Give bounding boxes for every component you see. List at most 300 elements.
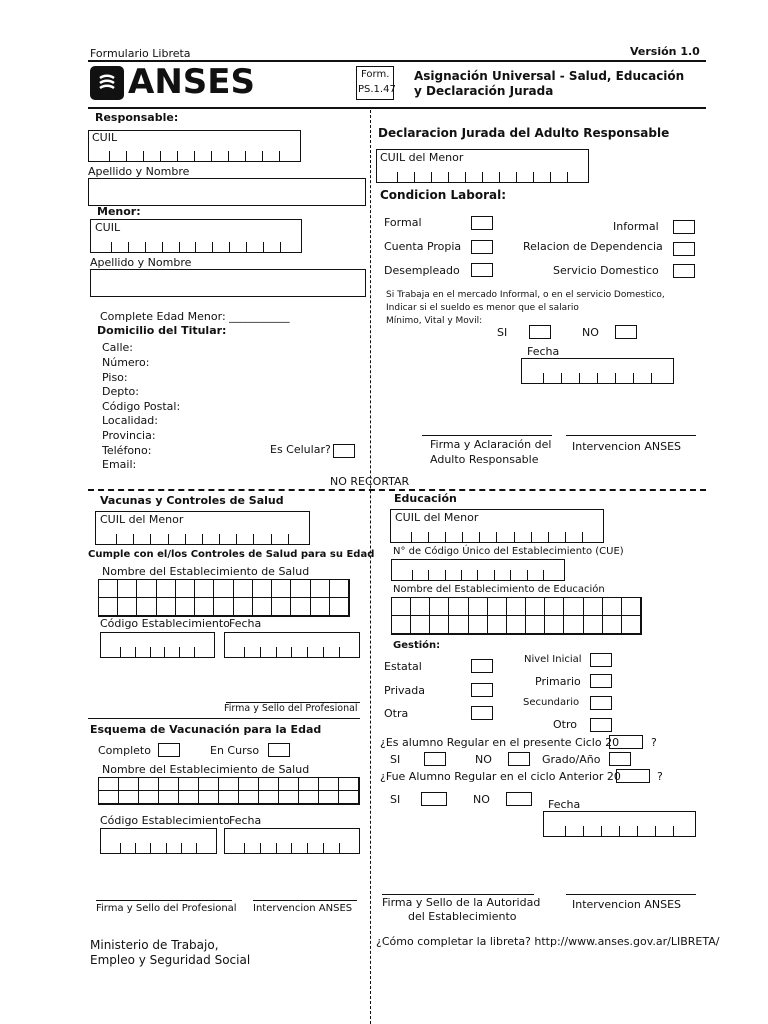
- cuil-digit-tick: [280, 242, 281, 252]
- desempleado-label: Desempleado: [384, 264, 460, 277]
- grid-cell[interactable]: [449, 598, 468, 616]
- brand-name: ANSES: [128, 62, 255, 102]
- cuil-digit-tick: [162, 242, 163, 252]
- cuenta-propia-checkbox[interactable]: [471, 240, 493, 254]
- cut-line-horizontal: [88, 489, 706, 491]
- nombre-est-grid[interactable]: [98, 777, 360, 805]
- edad-menor-field[interactable]: Complete Edad Menor: ___________: [100, 310, 290, 323]
- cuil-digit-tick: [194, 647, 195, 657]
- nivel-inicial-checkbox[interactable]: [590, 653, 612, 667]
- celular-label: Es Celular?: [270, 443, 331, 456]
- signature-line: [566, 894, 696, 895]
- signature-line: [422, 435, 552, 436]
- cuil-digit-tick: [236, 534, 237, 544]
- grid-cell[interactable]: [118, 598, 137, 616]
- cuil-digit-tick: [339, 647, 340, 657]
- grid-cell[interactable]: [239, 778, 259, 791]
- cuil-digit-tick: [411, 532, 412, 542]
- grid-cell[interactable]: [488, 598, 507, 616]
- grid-cell[interactable]: [214, 580, 233, 598]
- nombre-est-label: Nombre del Establecimiento de Salud: [102, 565, 310, 578]
- si-checkbox[interactable]: [421, 792, 447, 806]
- grid-cell[interactable]: [330, 598, 349, 616]
- primario-checkbox[interactable]: [590, 674, 612, 688]
- cuil-digit-tick: [244, 843, 245, 853]
- grid-cell[interactable]: [157, 598, 176, 616]
- intervencion-label: Intervencion ANSES: [253, 903, 353, 914]
- fecha-field[interactable]: [224, 632, 360, 658]
- grid-cell[interactable]: [526, 598, 545, 616]
- signature-line: [96, 900, 232, 901]
- signature-line: [566, 435, 696, 436]
- cuil-digit-tick: [323, 647, 324, 657]
- grid-cell[interactable]: [279, 778, 299, 791]
- cuil-digit-tick: [202, 534, 203, 544]
- grid-cell[interactable]: [564, 616, 583, 634]
- calle-label: Calle:: [102, 341, 134, 354]
- cuil-digit-tick: [211, 151, 212, 161]
- informal-checkbox[interactable]: [673, 220, 695, 234]
- si-checkbox[interactable]: [529, 325, 551, 339]
- cuil-digit-tick: [150, 647, 151, 657]
- cuil-digit-tick: [253, 534, 254, 544]
- nota-text: Si Trabaja en el mercado Informal, o en el servicio Domestico,: [386, 290, 665, 300]
- cuil-digit-tick: [177, 151, 178, 161]
- estatal-label: Estatal: [384, 660, 422, 673]
- cuil-digit-tick: [561, 373, 562, 383]
- completo-checkbox[interactable]: [158, 743, 180, 757]
- educacion-heading: Educación: [394, 492, 457, 505]
- cuil-digit-tick: [150, 843, 151, 853]
- grid-cell[interactable]: [339, 778, 359, 791]
- grid-cell[interactable]: [157, 580, 176, 598]
- privada-label: Privada: [384, 684, 425, 697]
- cuil-digit-tick: [288, 534, 289, 544]
- codigo-label: Código Establecimiento: [100, 617, 230, 630]
- cuil-digit-tick: [428, 570, 429, 580]
- grid-cell[interactable]: [99, 791, 119, 804]
- primario-label: Primario: [535, 675, 581, 688]
- ciclo-anterior-field[interactable]: [616, 769, 650, 783]
- cuil-digit-tick: [339, 843, 340, 853]
- grid-cell[interactable]: [330, 580, 349, 598]
- form-label: Formulario Libreta: [90, 47, 191, 60]
- cuil-digit-tick: [128, 242, 129, 252]
- grid-cell[interactable]: [259, 791, 279, 804]
- grid-cell[interactable]: [469, 598, 488, 616]
- grid-cell[interactable]: [411, 598, 430, 616]
- cuil-responsable-field[interactable]: [88, 130, 301, 162]
- cuil-digit-tick: [655, 826, 656, 836]
- grid-cell[interactable]: [214, 598, 233, 616]
- grid-cell[interactable]: [176, 598, 195, 616]
- cuil-digit-tick: [583, 826, 584, 836]
- secundario-label: Secundario: [523, 697, 580, 708]
- cuil-digit-tick: [531, 532, 532, 542]
- grid-cell[interactable]: [545, 598, 564, 616]
- no-label: NO: [475, 753, 492, 766]
- ministerio-label: Empleo y Seguridad Social: [90, 953, 251, 967]
- cue-field[interactable]: [391, 559, 565, 581]
- cuil-menor-field[interactable]: [90, 219, 302, 253]
- cuil-digit-tick: [150, 534, 151, 544]
- grid-cell[interactable]: [279, 791, 299, 804]
- cuil-digit-tick: [651, 373, 652, 383]
- cuil-digit-tick: [582, 532, 583, 542]
- grid-cell[interactable]: [99, 580, 118, 598]
- grid-cell[interactable]: [622, 616, 641, 634]
- grado-field[interactable]: [609, 752, 631, 766]
- fecha-field[interactable]: [224, 828, 360, 854]
- grid-cell[interactable]: [179, 778, 199, 791]
- firma-label: Adulto Responsable: [430, 453, 539, 466]
- cuil-menor-label: CUIL del Menor: [380, 151, 464, 164]
- cuil-digit-tick: [428, 532, 429, 542]
- si-label: SI: [497, 326, 508, 339]
- grid-cell[interactable]: [219, 791, 239, 804]
- gestion-heading: Gestión:: [393, 640, 441, 651]
- cuil-digit-tick: [307, 843, 308, 853]
- grid-cell[interactable]: [99, 598, 118, 616]
- grid-cell[interactable]: [507, 598, 526, 616]
- no-label: NO: [473, 793, 490, 806]
- informal-label: Informal: [613, 220, 659, 233]
- grid-cell[interactable]: [319, 791, 339, 804]
- grid-cell[interactable]: [392, 598, 411, 616]
- nombre-est-grid[interactable]: [391, 597, 642, 635]
- telefono-label: Teléfono:: [102, 444, 152, 457]
- email-label: Email:: [102, 458, 137, 471]
- privada-checkbox[interactable]: [471, 683, 493, 697]
- cuil-digit-tick: [271, 534, 272, 544]
- cuil-menor-label: CUIL del Menor: [100, 513, 184, 526]
- cuil-digit-tick: [135, 843, 136, 853]
- grid-cell[interactable]: [99, 778, 119, 791]
- cuil-digit-tick: [246, 242, 247, 252]
- grid-cell[interactable]: [430, 616, 449, 634]
- formal-checkbox[interactable]: [471, 216, 493, 230]
- grid-cell[interactable]: [584, 598, 603, 616]
- cuil-digit-tick: [414, 172, 415, 182]
- cp-label: Código Postal:: [102, 400, 181, 413]
- nivel-inicial-label: Nivel Inicial: [524, 654, 582, 665]
- grid-cell[interactable]: [603, 616, 622, 634]
- grid-cell[interactable]: [118, 580, 137, 598]
- cuil-digit-tick: [133, 534, 134, 544]
- cuil-digit-tick: [168, 534, 169, 544]
- cuil-digit-tick: [496, 532, 497, 542]
- grid-cell[interactable]: [291, 580, 310, 598]
- grid-cell[interactable]: [119, 791, 139, 804]
- cuil-label: CUIL: [92, 131, 118, 144]
- cuil-digit-tick: [431, 172, 432, 182]
- cuil-digit-tick: [276, 647, 277, 657]
- signature-line: [382, 894, 534, 895]
- vacunas-heading: Vacunas y Controles de Salud: [100, 494, 284, 507]
- apellido-label: Apellido y Nombre: [88, 165, 190, 178]
- grid-cell[interactable]: [234, 580, 253, 598]
- cuil-digit-tick: [445, 570, 446, 580]
- fecha-label: Fecha: [229, 814, 262, 827]
- grid-cell[interactable]: [411, 616, 430, 634]
- cuil-digit-tick: [291, 647, 292, 657]
- grid-cell[interactable]: [584, 616, 603, 634]
- apellido-responsable-field[interactable]: [88, 178, 366, 206]
- cuil-digit-tick: [135, 647, 136, 657]
- grid-cell[interactable]: [319, 778, 339, 791]
- cuil-digit-tick: [291, 843, 292, 853]
- grid-cell[interactable]: [195, 580, 214, 598]
- provincia-label: Provincia:: [102, 429, 156, 442]
- desempleado-checkbox[interactable]: [471, 263, 493, 277]
- cuil-digit-tick: [527, 570, 528, 580]
- nombre-est-grid[interactable]: [98, 579, 350, 617]
- cuil-digit-tick: [462, 532, 463, 542]
- cuil-digit-tick: [601, 826, 602, 836]
- grid-cell[interactable]: [392, 616, 411, 634]
- cuil-menor-label: CUIL del Menor: [395, 511, 479, 524]
- cuil-digit-tick: [228, 151, 229, 161]
- cuil-digit-tick: [510, 570, 511, 580]
- cuil-digit-tick: [245, 151, 246, 161]
- cuil-digit-tick: [619, 826, 620, 836]
- grid-cell[interactable]: [603, 598, 622, 616]
- divider: [88, 107, 706, 109]
- cuil-digit-tick: [482, 172, 483, 182]
- grid-cell[interactable]: [139, 778, 159, 791]
- nota-text: Mínimo, Vital y Movil:: [386, 316, 483, 326]
- grid-cell[interactable]: [469, 616, 488, 634]
- localidad-label: Localidad:: [102, 414, 158, 427]
- declaracion-heading: Declaracion Jurada del Adulto Responsable: [378, 126, 670, 140]
- cuil-digit-tick: [499, 172, 500, 182]
- cuil-digit-tick: [543, 373, 544, 383]
- cuil-digit-tick: [219, 534, 220, 544]
- domicilio-heading: Domicilio del Titular:: [97, 324, 227, 337]
- fecha-label: Fecha: [527, 345, 560, 358]
- grid-cell[interactable]: [159, 778, 179, 791]
- relacion-label: Relacion de Dependencia: [523, 240, 663, 253]
- grid-cell[interactable]: [199, 791, 219, 804]
- grid-cell[interactable]: [253, 598, 272, 616]
- grid-cell[interactable]: [339, 791, 359, 804]
- libreta-link[interactable]: ¿Cómo completar la libreta? http://www.anses.gov.ar/LIBRETA/: [376, 935, 720, 948]
- grid-cell[interactable]: [137, 580, 156, 598]
- menor-heading: Menor:: [97, 205, 141, 218]
- grid-cell[interactable]: [139, 791, 159, 804]
- cuil-digit-tick: [279, 151, 280, 161]
- cuenta-propia-label: Cuenta Propia: [384, 240, 462, 253]
- cuil-digit-tick: [109, 151, 110, 161]
- cuil-digit-tick: [116, 534, 117, 544]
- apellido-menor-field[interactable]: [90, 269, 366, 297]
- cuil-digit-tick: [543, 570, 544, 580]
- cuil-digit-tick: [260, 647, 261, 657]
- completo-label: Completo: [98, 744, 151, 757]
- cuil-digit-tick: [244, 647, 245, 657]
- firma-label: Firma y Aclaración del: [430, 438, 552, 451]
- grid-cell[interactable]: [234, 598, 253, 616]
- grid-cell[interactable]: [488, 616, 507, 634]
- grid-cell[interactable]: [259, 778, 279, 791]
- no-checkbox[interactable]: [508, 752, 530, 766]
- question-mark: ?: [651, 736, 657, 749]
- cuil-digit-tick: [397, 172, 398, 182]
- cuil-digit-tick: [164, 647, 165, 657]
- otro-checkbox[interactable]: [590, 718, 612, 732]
- cuil-label: CUIL: [95, 221, 121, 234]
- grid-cell[interactable]: [622, 598, 641, 616]
- cumple-label: Cumple con el/los Controles de Salud para su Edad: [88, 549, 375, 560]
- grid-cell[interactable]: [564, 598, 583, 616]
- grid-cell[interactable]: [311, 580, 330, 598]
- cuil-digit-tick: [479, 532, 480, 542]
- cuil-digit-tick: [126, 151, 127, 161]
- codigo-field[interactable]: [100, 828, 217, 854]
- estatal-checkbox[interactable]: [471, 659, 493, 673]
- formal-label: Formal: [384, 216, 422, 229]
- grid-cell[interactable]: [545, 616, 564, 634]
- fecha-field[interactable]: [521, 358, 674, 384]
- en-curso-checkbox[interactable]: [268, 743, 290, 757]
- question-mark: ?: [657, 770, 663, 783]
- cuil-digit-tick: [179, 242, 180, 252]
- cuil-digit-tick: [533, 172, 534, 182]
- grid-cell[interactable]: [176, 580, 195, 598]
- grid-cell[interactable]: [272, 598, 291, 616]
- cuil-digit-tick: [448, 172, 449, 182]
- servicio-label: Servicio Domestico: [553, 264, 659, 277]
- en-curso-label: En Curso: [210, 744, 260, 757]
- cuil-digit-tick: [514, 532, 515, 542]
- fecha-field[interactable]: [543, 811, 696, 837]
- cuil-digit-tick: [465, 172, 466, 182]
- grid-cell[interactable]: [239, 791, 259, 804]
- cuil-digit-tick: [567, 172, 568, 182]
- codigo-label: Código Establecimiento: [100, 814, 230, 827]
- grid-cell[interactable]: [195, 598, 214, 616]
- no-checkbox[interactable]: [615, 325, 637, 339]
- fue-alumno-label: ¿Fue Alumno Regular en el ciclo Anterior 20: [380, 770, 621, 783]
- grid-cell[interactable]: [179, 791, 199, 804]
- cuil-digit-tick: [166, 843, 167, 853]
- grid-cell[interactable]: [219, 778, 239, 791]
- form-code: Form.: [361, 69, 390, 80]
- grid-cell[interactable]: [253, 580, 272, 598]
- cuil-digit-tick: [615, 373, 616, 383]
- cuil-digit-tick: [262, 151, 263, 161]
- fecha-label: Fecha: [548, 798, 581, 811]
- cuil-digit-tick: [120, 843, 121, 853]
- codigo-field[interactable]: [100, 632, 215, 658]
- grid-cell[interactable]: [119, 778, 139, 791]
- no-recortar-label: NO RECORTAR: [330, 475, 410, 488]
- cuil-digit-tick: [185, 534, 186, 544]
- cuil-digit-tick: [412, 570, 413, 580]
- cuil-digit-tick: [637, 826, 638, 836]
- nombre-est-label: Nombre del Establecimiento de Salud: [102, 763, 310, 776]
- cuil-digit-tick: [550, 172, 551, 182]
- cuil-digit-tick: [494, 570, 495, 580]
- grid-cell[interactable]: [311, 598, 330, 616]
- servicio-checkbox[interactable]: [673, 264, 695, 278]
- intervencion-label: Intervencion ANSES: [572, 440, 682, 453]
- cuil-digit-tick: [260, 843, 261, 853]
- cuil-digit-tick: [212, 242, 213, 252]
- cuil-digit-tick: [229, 242, 230, 252]
- cuil-digit-tick: [548, 532, 549, 542]
- firma-autoridad-label: Firma y Sello de la Autoridad: [382, 896, 541, 909]
- page-title: Asignación Universal - Salud, Educación: [414, 69, 685, 83]
- cuil-digit-tick: [111, 242, 112, 252]
- grid-cell[interactable]: [199, 778, 219, 791]
- cuil-digit-tick: [579, 373, 580, 383]
- otra-checkbox[interactable]: [471, 706, 493, 720]
- relacion-checkbox[interactable]: [673, 242, 695, 256]
- cut-line-vertical: [370, 110, 371, 1024]
- responsable-heading: Responsable:: [95, 111, 179, 124]
- cuil-digit-tick: [194, 151, 195, 161]
- grid-cell[interactable]: [272, 580, 291, 598]
- esquema-heading: Esquema de Vacunación para la Edad: [90, 723, 322, 736]
- divider: [88, 718, 360, 719]
- cuil-digit-tick: [181, 843, 182, 853]
- cuil-digit-tick: [145, 242, 146, 252]
- cuil-digit-tick: [565, 532, 566, 542]
- si-label: SI: [390, 753, 401, 766]
- no-label: NO: [582, 326, 599, 339]
- fecha-label: Fecha: [229, 617, 262, 630]
- no-checkbox[interactable]: [506, 792, 532, 806]
- cuil-digit-tick: [120, 647, 121, 657]
- cuil-digit-tick: [565, 826, 566, 836]
- celular-checkbox[interactable]: [333, 444, 355, 458]
- cuil-digit-tick: [477, 570, 478, 580]
- ciclo-actual-field[interactable]: [609, 735, 643, 749]
- cuil-digit-tick: [597, 373, 598, 383]
- piso-label: Piso:: [102, 371, 128, 384]
- grid-cell[interactable]: [159, 791, 179, 804]
- grid-cell[interactable]: [137, 598, 156, 616]
- cuil-digit-tick: [323, 843, 324, 853]
- cuil-digit-tick: [196, 843, 197, 853]
- cuil-digit-tick: [160, 151, 161, 161]
- firma-autoridad-label: del Establecimiento: [408, 910, 517, 923]
- cue-label: N° de Código Único del Establecimiento (CUE): [393, 546, 624, 557]
- cuil-digit-tick: [633, 373, 634, 383]
- nombre-est-label: Nombre del Establecimiento de Educación: [393, 584, 605, 595]
- grid-cell[interactable]: [299, 778, 319, 791]
- otro-label: Otro: [553, 718, 577, 731]
- si-checkbox[interactable]: [424, 752, 446, 766]
- grid-cell[interactable]: [299, 791, 319, 804]
- grid-cell[interactable]: [526, 616, 545, 634]
- grid-cell[interactable]: [291, 598, 310, 616]
- form-code-number: PS.1.47: [358, 84, 396, 95]
- secundario-checkbox[interactable]: [590, 696, 612, 710]
- signature-line: [253, 900, 357, 901]
- anses-logo-icon: [90, 66, 124, 100]
- cuil-digit-tick: [179, 647, 180, 657]
- grid-cell[interactable]: [449, 616, 468, 634]
- cuil-digit-tick: [263, 242, 264, 252]
- condicion-heading: Condicion Laboral:: [380, 188, 506, 202]
- depto-label: Depto:: [102, 385, 139, 398]
- grid-cell[interactable]: [507, 616, 526, 634]
- grid-cell[interactable]: [430, 598, 449, 616]
- cuil-digit-tick: [461, 570, 462, 580]
- firma-prof-label: Firma y Sello del Profesional: [224, 703, 358, 714]
